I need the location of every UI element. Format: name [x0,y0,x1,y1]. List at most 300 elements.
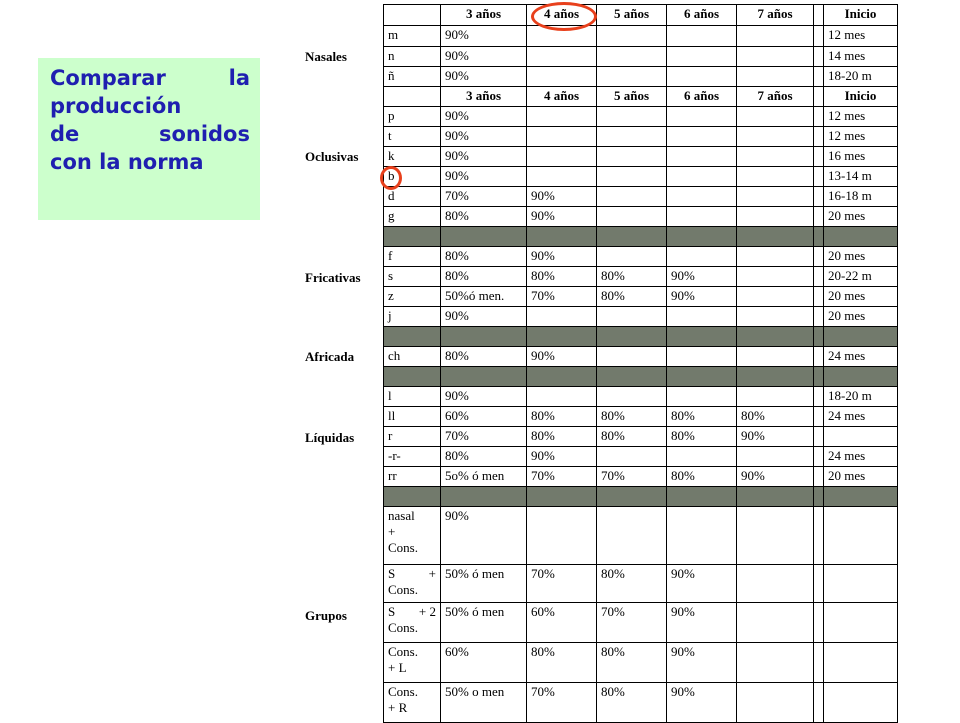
table-row [384,187,898,207]
value-cell [737,507,814,565]
inicio-cell: 24 mes [824,447,898,467]
table-row [384,427,898,447]
value-cell [597,387,667,407]
inicio-cell: 20 mes [824,247,898,267]
value-cell: 80% [667,427,737,447]
value-cell: 90% [441,167,527,187]
gap-cell [814,5,824,26]
sound-cell: j [384,307,441,327]
header-3-anos: 3 años [441,5,527,26]
sound-cell: t [384,127,441,147]
shade-cell [667,487,737,507]
value-cell: 90% [441,147,527,167]
header-6-anos: 6 años [667,87,737,107]
sound-part: + [428,566,436,581]
gap-cell [814,347,824,367]
sound-cell: g [384,207,441,227]
sound-cell: rr [384,467,441,487]
category-nasales: Nasales [305,49,347,64]
value-cell: 90% [527,347,597,367]
sound-line: + L [388,660,407,675]
value-cell: 70% [441,187,527,207]
value-cell [667,307,737,327]
value-cell [667,447,737,467]
shade-cell [597,367,667,387]
table-row [384,107,898,127]
value-cell [737,565,814,603]
value-cell: 90% [667,683,737,723]
value-cell: 80% [667,467,737,487]
inicio-cell [824,643,898,683]
value-cell: 80% [441,447,527,467]
shade-cell [737,487,814,507]
sound-part: S [388,566,396,581]
value-cell: 80% [441,267,527,287]
gap-cell [814,107,824,127]
shade-cell [814,227,824,247]
shade-cell [667,227,737,247]
gap-cell [814,147,824,167]
gap-cell [814,603,824,643]
value-cell: 80% [441,247,527,267]
value-cell [737,287,814,307]
header-6-anos: 6 años [667,5,737,26]
value-cell [737,447,814,467]
value-cell: 50%ó men. [441,287,527,307]
value-cell: 80% [441,347,527,367]
value-cell: 90% [667,565,737,603]
value-cell [667,347,737,367]
gap-cell [814,207,824,227]
callout-word: Comparar [50,66,166,90]
table-row [384,207,898,227]
callout-word: de [50,122,80,146]
value-cell [667,207,737,227]
value-cell: 60% [527,603,597,643]
gap-cell [814,187,824,207]
table-row [384,287,898,307]
value-cell [597,127,667,147]
value-cell: 80% [441,207,527,227]
sound-line: Cons. [388,620,418,635]
value-cell: 90% [441,387,527,407]
value-cell: 50% o men [441,683,527,723]
value-cell [527,167,597,187]
sound-cell: r [384,427,441,447]
value-cell [597,26,667,47]
shade-cell [384,227,441,247]
value-cell [737,147,814,167]
value-cell [737,683,814,723]
value-cell: 90% [667,287,737,307]
table-row [384,643,898,683]
gap-cell [814,683,824,723]
sound-cell: b [384,167,441,187]
shade-cell [824,487,898,507]
value-cell [527,387,597,407]
table-row [384,565,898,603]
value-cell: 90% [441,507,527,565]
shade-cell [597,487,667,507]
table-row [384,247,898,267]
category-fricativas: Fricativas [305,270,361,285]
value-cell [527,127,597,147]
inicio-cell: 20-22 m [824,267,898,287]
sound-cell: l [384,387,441,407]
table-row [384,387,898,407]
value-cell [737,247,814,267]
value-cell: 80% [597,267,667,287]
inicio-cell [824,507,898,565]
value-cell [737,187,814,207]
table-row [384,307,898,327]
shade-cell [597,227,667,247]
table-row [384,507,898,565]
separator-row [384,487,898,507]
inicio-cell [824,427,898,447]
value-cell [527,107,597,127]
callout-line-1 [50,64,250,92]
inicio-cell: 20 mes [824,307,898,327]
inicio-cell: 18-20 m [824,67,898,87]
gap-cell [814,407,824,427]
shade-cell [824,367,898,387]
value-cell: 80% [597,683,667,723]
value-cell: 90% [527,247,597,267]
value-cell: 90% [441,127,527,147]
value-cell: 80% [597,407,667,427]
header-inicio: Inicio [824,87,898,107]
shade-cell [441,367,527,387]
sound-cell: m [384,26,441,47]
gap-cell [814,26,824,47]
value-cell [667,507,737,565]
shade-cell [667,367,737,387]
value-cell: 90% [441,107,527,127]
shade-cell [441,227,527,247]
callout-word: la [228,66,250,90]
table-row [384,147,898,167]
category-grupos: Grupos [305,608,347,623]
table-row [384,47,898,67]
sound-cell: d [384,187,441,207]
shade-cell [667,327,737,347]
value-cell [667,107,737,127]
gap-cell [814,643,824,683]
value-cell [667,187,737,207]
header-row [384,87,898,107]
value-cell: 90% [527,187,597,207]
sound-cell: z [384,287,441,307]
sound-cell: ñ [384,67,441,87]
value-cell [527,67,597,87]
inicio-cell: 13-14 m [824,167,898,187]
value-cell [737,387,814,407]
value-cell [667,147,737,167]
value-cell: 5o% ó men [441,467,527,487]
header-inicio: Inicio [824,5,898,26]
sound-line: Cons. [388,684,418,699]
value-cell: 90% [667,643,737,683]
value-cell [597,147,667,167]
shade-cell [824,327,898,347]
value-cell: 90% [441,67,527,87]
header-5-anos: 5 años [597,5,667,26]
value-cell: 80% [527,427,597,447]
inicio-cell: 24 mes [824,407,898,427]
value-cell [737,603,814,643]
value-cell [527,47,597,67]
shade-cell [597,327,667,347]
inicio-cell [824,603,898,643]
shade-cell [814,367,824,387]
gap-cell [814,387,824,407]
value-cell [737,167,814,187]
inicio-cell [824,565,898,603]
inicio-cell: 12 mes [824,127,898,147]
sound-cell: -r- [384,447,441,467]
sound-cell: f [384,247,441,267]
value-cell [527,507,597,565]
sound-line: + [388,524,396,539]
table-row [384,267,898,287]
sound-line: Cons. [388,644,418,659]
gap-cell [814,67,824,87]
gap-cell [814,427,824,447]
value-cell [737,307,814,327]
callout-line-4: con la norma [50,150,204,174]
value-cell: 90% [667,267,737,287]
inicio-cell: 18-20 m [824,387,898,407]
sound-cell: ch [384,347,441,367]
gap-cell [814,507,824,565]
value-cell [527,147,597,167]
value-cell: 70% [527,683,597,723]
shade-cell [527,327,597,347]
header-4-anos: 4 años [527,87,597,107]
header-7-anos: 7 años [737,5,814,26]
shade-cell [441,487,527,507]
value-cell: 80% [667,407,737,427]
value-cell: 70% [597,467,667,487]
sound-part: S [388,604,396,619]
shade-cell [384,367,441,387]
value-cell [597,47,667,67]
value-cell [667,387,737,407]
value-cell [737,267,814,287]
value-cell: 70% [527,287,597,307]
header-5-anos: 5 años [597,87,667,107]
value-cell: 90% [667,603,737,643]
gap-cell [814,47,824,67]
value-cell [667,167,737,187]
header-3-anos: 3 años [441,87,527,107]
value-cell: 80% [597,287,667,307]
value-cell: 80% [597,427,667,447]
sound-part: + 2 [418,604,436,619]
value-cell: 90% [441,47,527,67]
value-cell [737,67,814,87]
value-cell [737,347,814,367]
shade-cell [384,487,441,507]
shade-cell [441,327,527,347]
table-row [384,603,898,643]
header-cell-empty [384,5,441,26]
sound-cell: k [384,147,441,167]
highlight-ring-4-anos [531,2,597,31]
value-cell: 90% [737,467,814,487]
sound-line: nasal [388,508,415,523]
value-cell [597,107,667,127]
value-cell: 80% [737,407,814,427]
callout-note [38,58,260,220]
table-row [384,167,898,187]
value-cell: 70% [441,427,527,447]
sound-line: Cons. [388,540,418,555]
category-liquidas: Líquidas [305,430,355,445]
sound-cell: s [384,267,441,287]
value-cell: 90% [441,307,527,327]
value-cell [597,67,667,87]
value-cell: 70% [527,467,597,487]
inicio-cell: 20 mes [824,287,898,307]
shade-cell [814,487,824,507]
table-row [384,467,898,487]
shade-cell [824,227,898,247]
value-cell [597,307,667,327]
separator-row [384,367,898,387]
value-cell [667,247,737,267]
value-cell: 70% [527,565,597,603]
inicio-cell: 16 mes [824,147,898,167]
value-cell: 80% [597,565,667,603]
table-row [384,683,898,723]
value-cell [597,167,667,187]
value-cell [737,26,814,47]
table-row [384,407,898,427]
value-cell [737,107,814,127]
value-cell: 80% [527,407,597,427]
inicio-cell: 20 mes [824,467,898,487]
gap-cell [814,447,824,467]
value-cell: 90% [527,447,597,467]
inicio-cell: 14 mes [824,47,898,67]
value-cell: 90% [527,207,597,227]
speech-norms-table [383,4,898,723]
shade-cell [737,327,814,347]
sound-cell [384,507,441,565]
shade-cell [737,367,814,387]
value-cell [737,207,814,227]
value-cell [667,67,737,87]
gap-cell [814,307,824,327]
gap-cell [814,565,824,603]
value-cell [597,187,667,207]
shade-cell [384,327,441,347]
value-cell: 70% [597,603,667,643]
inicio-cell: 20 mes [824,207,898,227]
highlight-ring-b [380,166,402,190]
sound-line [388,566,436,582]
inicio-cell: 16-18 m [824,187,898,207]
value-cell: 80% [527,643,597,683]
value-cell [597,447,667,467]
shade-cell [527,487,597,507]
sound-cell: n [384,47,441,67]
value-cell [597,247,667,267]
category-oclusivas: Oclusivas [305,149,359,164]
value-cell: 50% ó men [441,565,527,603]
value-cell [597,347,667,367]
sound-cell [384,643,441,683]
value-cell [597,507,667,565]
shade-cell [814,327,824,347]
gap-cell [814,467,824,487]
gap-cell [814,167,824,187]
sound-line [388,604,436,620]
sound-cell [384,565,441,603]
separator-row [384,227,898,247]
shade-cell [737,227,814,247]
header-7-anos: 7 años [737,87,814,107]
table-row [384,347,898,367]
value-cell [737,643,814,683]
table-row [384,67,898,87]
value-cell: 90% [441,26,527,47]
separator-row [384,327,898,347]
sound-cell: p [384,107,441,127]
inicio-cell: 24 mes [824,347,898,367]
inicio-cell: 12 mes [824,107,898,127]
value-cell [667,26,737,47]
gap-cell [814,287,824,307]
value-cell [597,207,667,227]
value-cell [667,127,737,147]
sound-cell: ll [384,407,441,427]
callout-word: sonidos [158,122,250,146]
inicio-cell [824,683,898,723]
value-cell: 90% [737,427,814,447]
table-row [384,447,898,467]
inicio-cell: 12 mes [824,26,898,47]
callout-line-3 [50,120,250,148]
value-cell: 80% [597,643,667,683]
value-cell [527,307,597,327]
gap-cell [814,127,824,147]
value-cell [737,47,814,67]
sound-line: + R [388,700,408,715]
value-cell: 80% [527,267,597,287]
gap-cell [814,87,824,107]
header-row [384,5,898,26]
sound-cell [384,683,441,723]
sound-line: Cons. [388,582,418,597]
table-row [384,26,898,47]
value-cell: 60% [441,407,527,427]
value-cell [737,127,814,147]
table-row [384,127,898,147]
sound-cell [384,603,441,643]
shade-cell [527,227,597,247]
header-cell-empty [384,87,441,107]
gap-cell [814,247,824,267]
value-cell: 60% [441,643,527,683]
gap-cell [814,267,824,287]
category-africada: Africada [305,349,355,364]
callout-line-2: producción [50,94,182,118]
value-cell [667,47,737,67]
header-4-anos: 4 años [527,5,597,26]
